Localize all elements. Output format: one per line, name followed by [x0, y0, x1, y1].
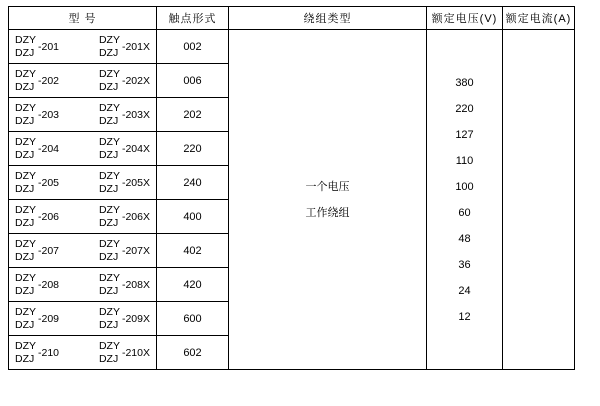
model-suffix: -210X: [121, 346, 150, 359]
model-prefix-stack: [99, 272, 120, 298]
model-prefix-bottom: DZJ: [15, 148, 35, 161]
model-code-b: [99, 306, 150, 332]
model-cell: [9, 268, 157, 302]
winding-line-2: 工作绕组: [305, 206, 350, 219]
model-prefix-stack: [99, 102, 120, 128]
model-code-a: [15, 68, 59, 94]
model-prefix-top: DZY: [98, 101, 120, 114]
model-prefix-top: DZY: [15, 33, 36, 46]
model-cell: [9, 336, 157, 370]
voltage-value: 24: [458, 284, 471, 297]
model-code-b: [99, 34, 150, 60]
model-prefix-top: DZY: [98, 203, 120, 216]
spec-table-page: [0, 6, 600, 406]
table-header: [9, 7, 575, 30]
model-prefix-bottom: DZJ: [15, 352, 35, 365]
model-suffix: -203: [38, 108, 60, 121]
voltage-value: 380: [455, 76, 474, 89]
model-prefix-stack: [99, 340, 120, 366]
model-prefix-top: DZY: [98, 135, 120, 148]
model-prefix-top: DZY: [15, 101, 36, 114]
model-code-a: [15, 170, 59, 196]
model-prefix-top: DZY: [15, 169, 36, 182]
model-suffix: -209X: [121, 312, 150, 325]
relay-spec-table: [8, 6, 575, 370]
model-code-b: [99, 272, 150, 298]
model-prefix-bottom: DZJ: [98, 182, 119, 195]
model-code-b: [99, 68, 150, 94]
model-prefix-stack: [99, 204, 120, 230]
model-suffix: -206X: [121, 210, 150, 223]
model-prefix-stack: [15, 204, 36, 230]
voltage-value: 220: [455, 102, 474, 115]
model-code-a: [15, 306, 59, 332]
model-prefix-top: DZY: [98, 67, 120, 80]
model-prefix-stack: [15, 136, 36, 162]
model-suffix: -205X: [121, 176, 150, 189]
model-suffix: -207X: [121, 244, 150, 257]
model-code-b: [99, 102, 150, 128]
column-header-current: 额定电流(A): [503, 7, 575, 30]
model-prefix-stack: [15, 34, 36, 60]
model-prefix-bottom: DZJ: [98, 352, 119, 365]
contact-type-cell: 006: [157, 64, 229, 98]
model-suffix: -202X: [121, 74, 150, 87]
model-prefix-stack: [15, 238, 36, 264]
model-suffix: -204X: [121, 142, 150, 155]
model-prefix-top: DZY: [98, 339, 120, 352]
model-prefix-bottom: DZJ: [98, 46, 119, 59]
model-prefix-top: DZY: [15, 305, 36, 318]
model-code-a: [15, 136, 59, 162]
column-header-voltage: 额定电压(V): [427, 7, 503, 30]
model-prefix-bottom: DZJ: [15, 80, 35, 93]
model-cell: [9, 30, 157, 64]
model-prefix-top: DZY: [15, 135, 36, 148]
voltage-value: 12: [458, 310, 471, 323]
model-code-a: [15, 204, 59, 230]
voltage-value: 110: [455, 154, 474, 167]
model-suffix: -205: [38, 176, 60, 189]
voltage-value: 127: [455, 128, 474, 141]
model-prefix-bottom: DZJ: [98, 148, 119, 161]
model-cell: [9, 200, 157, 234]
contact-type-cell: 600: [157, 302, 229, 336]
model-prefix-stack: [99, 68, 120, 94]
model-prefix-stack: [15, 170, 36, 196]
model-prefix-bottom: DZJ: [98, 318, 119, 331]
contact-type-cell: 420: [157, 268, 229, 302]
model-prefix-top: DZY: [15, 203, 36, 216]
model-prefix-stack: [15, 306, 36, 332]
model-prefix-bottom: DZJ: [15, 250, 35, 263]
model-suffix: -201: [38, 40, 60, 53]
model-code-b: [99, 340, 150, 366]
winding-type-cell: [229, 30, 427, 370]
model-suffix: -204: [38, 142, 60, 155]
model-prefix-stack: [99, 34, 120, 60]
voltage-value: 36: [458, 258, 471, 271]
contact-type-cell: 400: [157, 200, 229, 234]
model-suffix: -209: [38, 312, 60, 325]
table-body: [9, 30, 575, 370]
contact-type-cell: 240: [157, 166, 229, 200]
model-prefix-stack: [99, 238, 120, 264]
model-prefix-stack: [99, 306, 120, 332]
model-prefix-bottom: DZJ: [15, 114, 35, 127]
model-cell: [9, 234, 157, 268]
model-prefix-top: DZY: [98, 305, 120, 318]
contact-type-cell: 602: [157, 336, 229, 370]
model-suffix: -201X: [121, 40, 150, 53]
model-prefix-bottom: DZJ: [15, 46, 35, 59]
model-prefix-bottom: DZJ: [15, 318, 35, 331]
contact-type-cell: 402: [157, 234, 229, 268]
model-prefix-top: DZY: [15, 271, 36, 284]
model-prefix-top: DZY: [98, 169, 120, 182]
contact-type-cell: 220: [157, 132, 229, 166]
model-suffix: -202: [38, 74, 60, 87]
model-prefix-stack: [15, 272, 36, 298]
model-prefix-bottom: DZJ: [15, 284, 35, 297]
model-prefix-top: DZY: [98, 271, 120, 284]
model-code-a: [15, 102, 59, 128]
model-prefix-stack: [99, 136, 120, 162]
model-prefix-stack: [15, 340, 36, 366]
model-suffix: -207: [38, 244, 60, 257]
column-header-model: 型 号: [9, 7, 157, 30]
table-row: [9, 30, 575, 64]
model-code-a: [15, 340, 59, 366]
contact-type-cell: 202: [157, 98, 229, 132]
model-prefix-bottom: DZJ: [98, 250, 119, 263]
model-suffix: -208: [38, 278, 60, 291]
model-prefix-stack: [15, 102, 36, 128]
voltage-value: 48: [458, 232, 471, 245]
model-code-b: [99, 170, 150, 196]
table-header-row: [9, 7, 575, 30]
rated-current-cell: [503, 30, 575, 370]
model-prefix-stack: [15, 68, 36, 94]
model-prefix-bottom: DZJ: [98, 80, 119, 93]
model-suffix: -206: [38, 210, 60, 223]
winding-line-1: 一个电压: [305, 180, 350, 193]
model-prefix-bottom: DZJ: [15, 182, 35, 195]
model-prefix-top: DZY: [15, 67, 36, 80]
model-code-b: [99, 238, 150, 264]
model-code-a: [15, 34, 59, 60]
model-code-a: [15, 238, 59, 264]
model-cell: [9, 98, 157, 132]
model-prefix-bottom: DZJ: [98, 284, 119, 297]
model-prefix-bottom: DZJ: [15, 216, 35, 229]
model-prefix-top: DZY: [98, 33, 120, 46]
model-suffix: -203X: [121, 108, 150, 121]
model-cell: [9, 64, 157, 98]
model-suffix: -210: [38, 346, 60, 359]
model-prefix-top: DZY: [98, 237, 120, 250]
voltage-value: 60: [458, 206, 471, 219]
model-prefix-bottom: DZJ: [98, 114, 119, 127]
model-code-a: [15, 272, 59, 298]
model-cell: [9, 166, 157, 200]
model-cell: [9, 302, 157, 336]
model-suffix: -208X: [121, 278, 150, 291]
model-prefix-top: DZY: [15, 237, 36, 250]
model-code-b: [99, 204, 150, 230]
model-code-b: [99, 136, 150, 162]
column-header-winding: 绕组类型: [229, 7, 427, 30]
rated-voltage-cell: [427, 30, 503, 370]
voltage-value: 100: [455, 180, 474, 193]
model-cell: [9, 132, 157, 166]
model-prefix-stack: [99, 170, 120, 196]
model-prefix-top: DZY: [15, 339, 36, 352]
column-header-contact: 触点形式: [157, 7, 229, 30]
contact-type-cell: 002: [157, 30, 229, 64]
model-prefix-bottom: DZJ: [98, 216, 119, 229]
